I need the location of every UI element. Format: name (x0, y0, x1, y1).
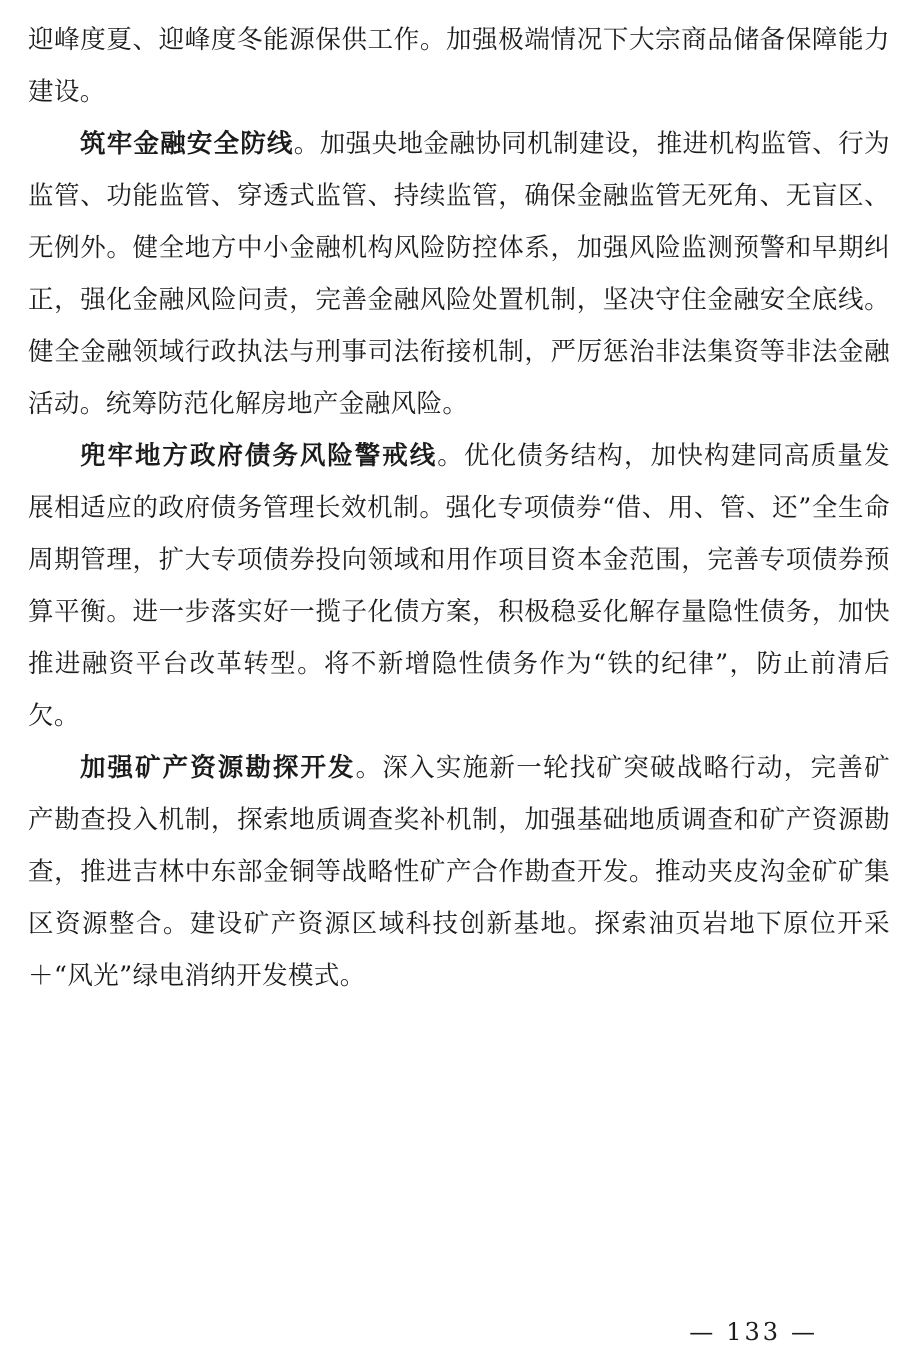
paragraph-lead: 加强矿产资源勘探开发 (80, 753, 356, 783)
document-body (28, 14, 890, 1372)
paragraph-text: 。优化债务结构，加快构建同高质量发展相适应的政府债务管理长效机制。强化专项债券“借、用、管、还”全生命周期管理，扩大专项债券投向领域和用作项目资本金范围，完善专项债券预算平衡。进一步落实好一揽子化债方案，积极稳妥化解存量隐性债务，加快推进融资平台改革转型。将不新增隐性债务作为“铁的纪律”，防止前清后欠。 (28, 441, 890, 731)
paragraph-text: 。加强央地金融协同机制建设，推进机构监管、行为监管、功能监管、穿透式监管、持续监管，确保金融监管无死角、无盲区、无例外。健全地方中小金融机构风险防控体系，加强风险监测预警和早期纠正，强化金融风险问责，完善金融风险处置机制，坚决守住金融安全底线。健全金融领域行政执法与刑事司法衔接机制，严厉惩治非法集资等非法金融活动。统筹防范化解房地产金融风险。 (28, 129, 891, 419)
page-footer (0, 1318, 920, 1346)
paragraph-text: 迎峰度夏、迎峰度冬能源保供工作。加强极端情况下大宗商品储备保障能力建设。 (28, 25, 890, 107)
footer-dash-right: — (791, 1318, 818, 1346)
paragraph-financial-safety (28, 118, 890, 430)
paragraph-local-debt (28, 430, 890, 742)
paragraph-lead: 兜牢地方政府债务风险警戒线 (80, 441, 438, 471)
paragraph-mineral-exploration (28, 742, 890, 1002)
page-number: 133 (726, 1318, 781, 1346)
paragraph-text: 。深入实施新一轮找矿突破战略行动，完善矿产勘查投入机制，探索地质调查奖补机制，加强基础地质调查和矿产资源勘查，推进吉林中东部金铜等战略性矿产合作勘查开发。推动夹皮沟金矿矿集区资源整合。建设矿产资源区域科技创新基地。探索油页岩地下原位开采＋“风光”绿电消纳开发模式。 (28, 753, 890, 991)
footer-dash-left: — (689, 1318, 717, 1346)
paragraph-energy-supply (28, 14, 890, 118)
paragraph-lead: 筑牢金融安全防线 (80, 129, 294, 159)
